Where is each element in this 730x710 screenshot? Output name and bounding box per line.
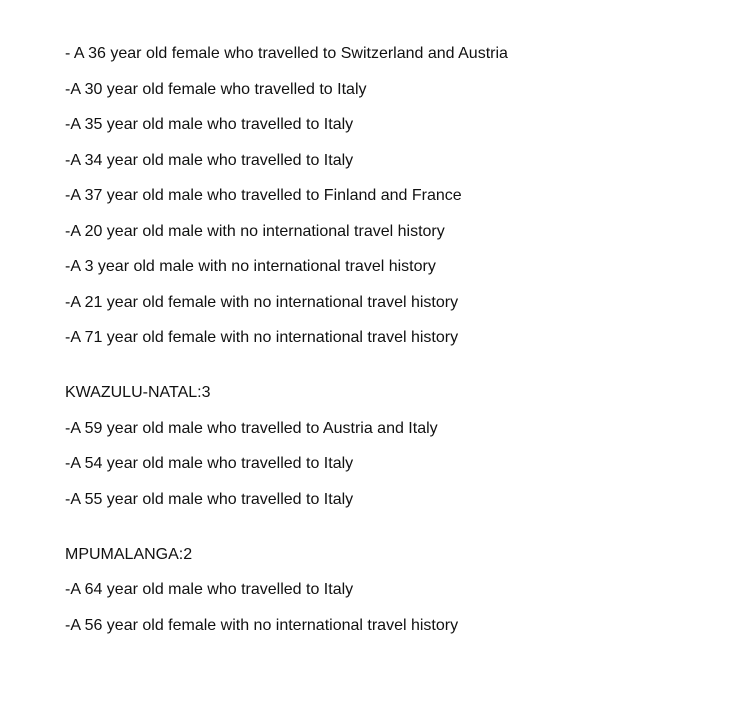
case-item: -A 34 year old male who travelled to Italy xyxy=(65,151,354,169)
province-section-mpumalanga xyxy=(65,545,710,635)
document-body xyxy=(65,44,710,651)
province-heading: KWAZULU-NATAL:3 xyxy=(65,384,211,401)
case-item: -A 21 year old female with no international travel history xyxy=(65,293,459,311)
case-item: -A 54 year old male who travelled to Italy xyxy=(65,455,354,472)
case-item: -A 64 year old male who travelled to Italy xyxy=(65,581,354,598)
case-item: -A 37 year old male who travelled to Finland and France xyxy=(65,187,462,204)
case-item: - A 36 year old female who travelled to Switzerland and Austria xyxy=(65,45,508,62)
case-item: -A 59 year old male who travelled to Austria and Italy xyxy=(65,419,438,437)
province-section-kwazulu-natal xyxy=(65,383,710,509)
case-item: -A 71 year old female with no international travel history xyxy=(65,329,459,346)
case-item: -A 56 year old female with no international travel history xyxy=(65,616,459,634)
case-item: -A 30 year old female who travelled to Italy xyxy=(65,80,367,98)
case-list-section xyxy=(65,44,710,347)
province-heading: MPUMALANGA:2 xyxy=(65,545,193,563)
case-item: -A 20 year old male with no international travel history xyxy=(65,222,445,240)
case-item: -A 35 year old male who travelled to Italy xyxy=(65,116,354,133)
case-item: -A 3 year old male with no international travel history xyxy=(65,258,436,275)
case-item: -A 55 year old male who travelled to Italy xyxy=(65,490,354,508)
